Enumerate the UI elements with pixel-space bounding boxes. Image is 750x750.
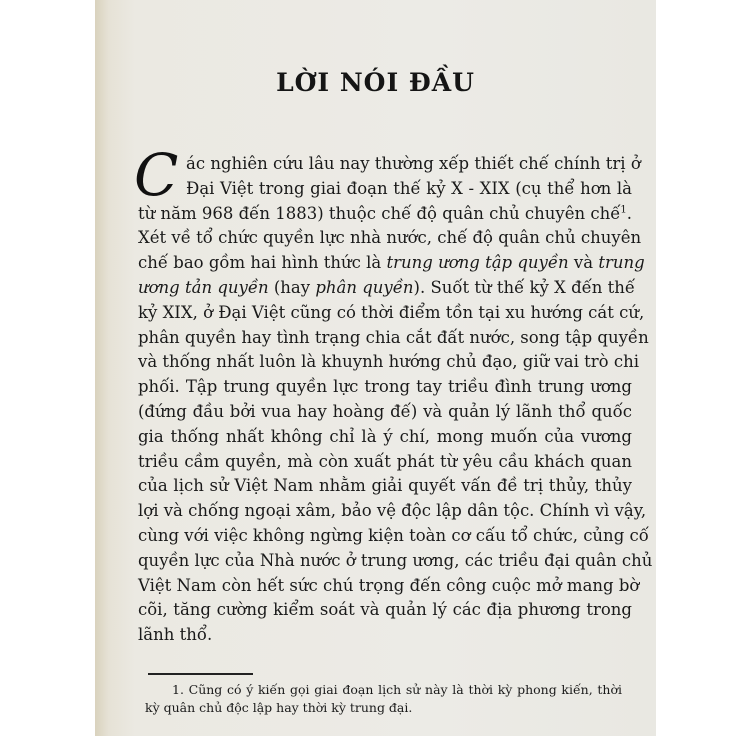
text-segment: (hay bbox=[268, 277, 316, 297]
text-segment: ). Suốt từ thế kỷ X đến thế bbox=[413, 277, 636, 297]
italic-term: ương tản quyền bbox=[138, 277, 269, 297]
drop-cap: C bbox=[134, 141, 179, 209]
period: . bbox=[626, 203, 632, 223]
text-line bbox=[138, 202, 632, 227]
text-line bbox=[138, 276, 636, 301]
footnote-line: 1. Cũng có ý kiến gọi giai đoạn lịch sử này là thời kỳ phong kiến, thời bbox=[172, 682, 622, 697]
footnote-ref[interactable]: 1 bbox=[620, 204, 627, 216]
text-line: triều cầm quyền, mà còn xuất phát từ yêu cầu khách quan bbox=[138, 451, 632, 471]
text-line: lợi và chống ngoại xâm, bảo vệ độc lập dân tộc. Chính vì vậy, bbox=[138, 501, 647, 521]
text-line: quyền lực của Nhà nước ở trung ương, các triều đại quân chủ bbox=[138, 550, 653, 570]
text-line bbox=[138, 251, 645, 276]
text-line: phân quyền hay tình trạng chia cắt đất nước, song tập quyền bbox=[138, 327, 649, 347]
text-line: Việt Nam còn hết sức chú trọng đến công cuộc mở mang bờ bbox=[138, 575, 640, 595]
text-line: gia thống nhất không chỉ là ý chí, mong muốn của vương bbox=[138, 426, 632, 446]
page-title: LỜI NÓI ĐẦU bbox=[276, 68, 475, 97]
text-line: kỷ XIX, ở Đại Việt cũng có thời điểm tồn tại xu hướng cát cứ, bbox=[138, 302, 645, 322]
text-segment: và bbox=[568, 253, 599, 273]
text-line: phối. Tập trung quyền lực trong tay triều đình trung ương bbox=[138, 377, 632, 397]
book-page bbox=[95, 0, 656, 736]
footnote-divider bbox=[148, 673, 253, 675]
text-line: cõi, tăng cường kiểm soát và quản lý các địa phương trong bbox=[138, 600, 632, 620]
footnote-line: kỳ quân chủ độc lập hay thời kỳ trung đại. bbox=[145, 700, 413, 715]
text-line: cùng với việc không ngừng kiện toàn cơ cấu tổ chức, củng cố bbox=[138, 525, 649, 545]
text-line: Đại Việt trong giai đoạn thế kỷ X - XIX (cụ thể hơn là bbox=[186, 178, 632, 198]
italic-term: trung bbox=[598, 253, 645, 273]
text-line: (đứng đầu bởi vua hay hoàng đế) và quản lý lãnh thổ quốc bbox=[138, 401, 632, 421]
italic-term: phân quyền bbox=[315, 277, 414, 297]
text-line: Xét về tổ chức quyền lực nhà nước, chế độ quân chủ chuyên bbox=[138, 228, 642, 248]
text-line: lãnh thổ. bbox=[138, 625, 213, 645]
text-segment: từ năm 968 đến 1883) thuộc chế độ quân chủ chuyên chế bbox=[138, 203, 621, 223]
italic-term: trung ương tập quyền bbox=[386, 253, 569, 273]
text-line: và thống nhất luôn là khuynh hướng chủ đạo, giữ vai trò chi bbox=[138, 352, 639, 372]
text-line: ác nghiên cứu lâu nay thường xếp thiết chế chính trị ở bbox=[186, 154, 641, 173]
body-text bbox=[134, 141, 653, 648]
text-line: của lịch sử Việt Nam nhằm giải quyết vấn đề trị thủy, thủy bbox=[138, 476, 632, 496]
text-segment: chế bao gồm hai hình thức là bbox=[138, 253, 387, 273]
